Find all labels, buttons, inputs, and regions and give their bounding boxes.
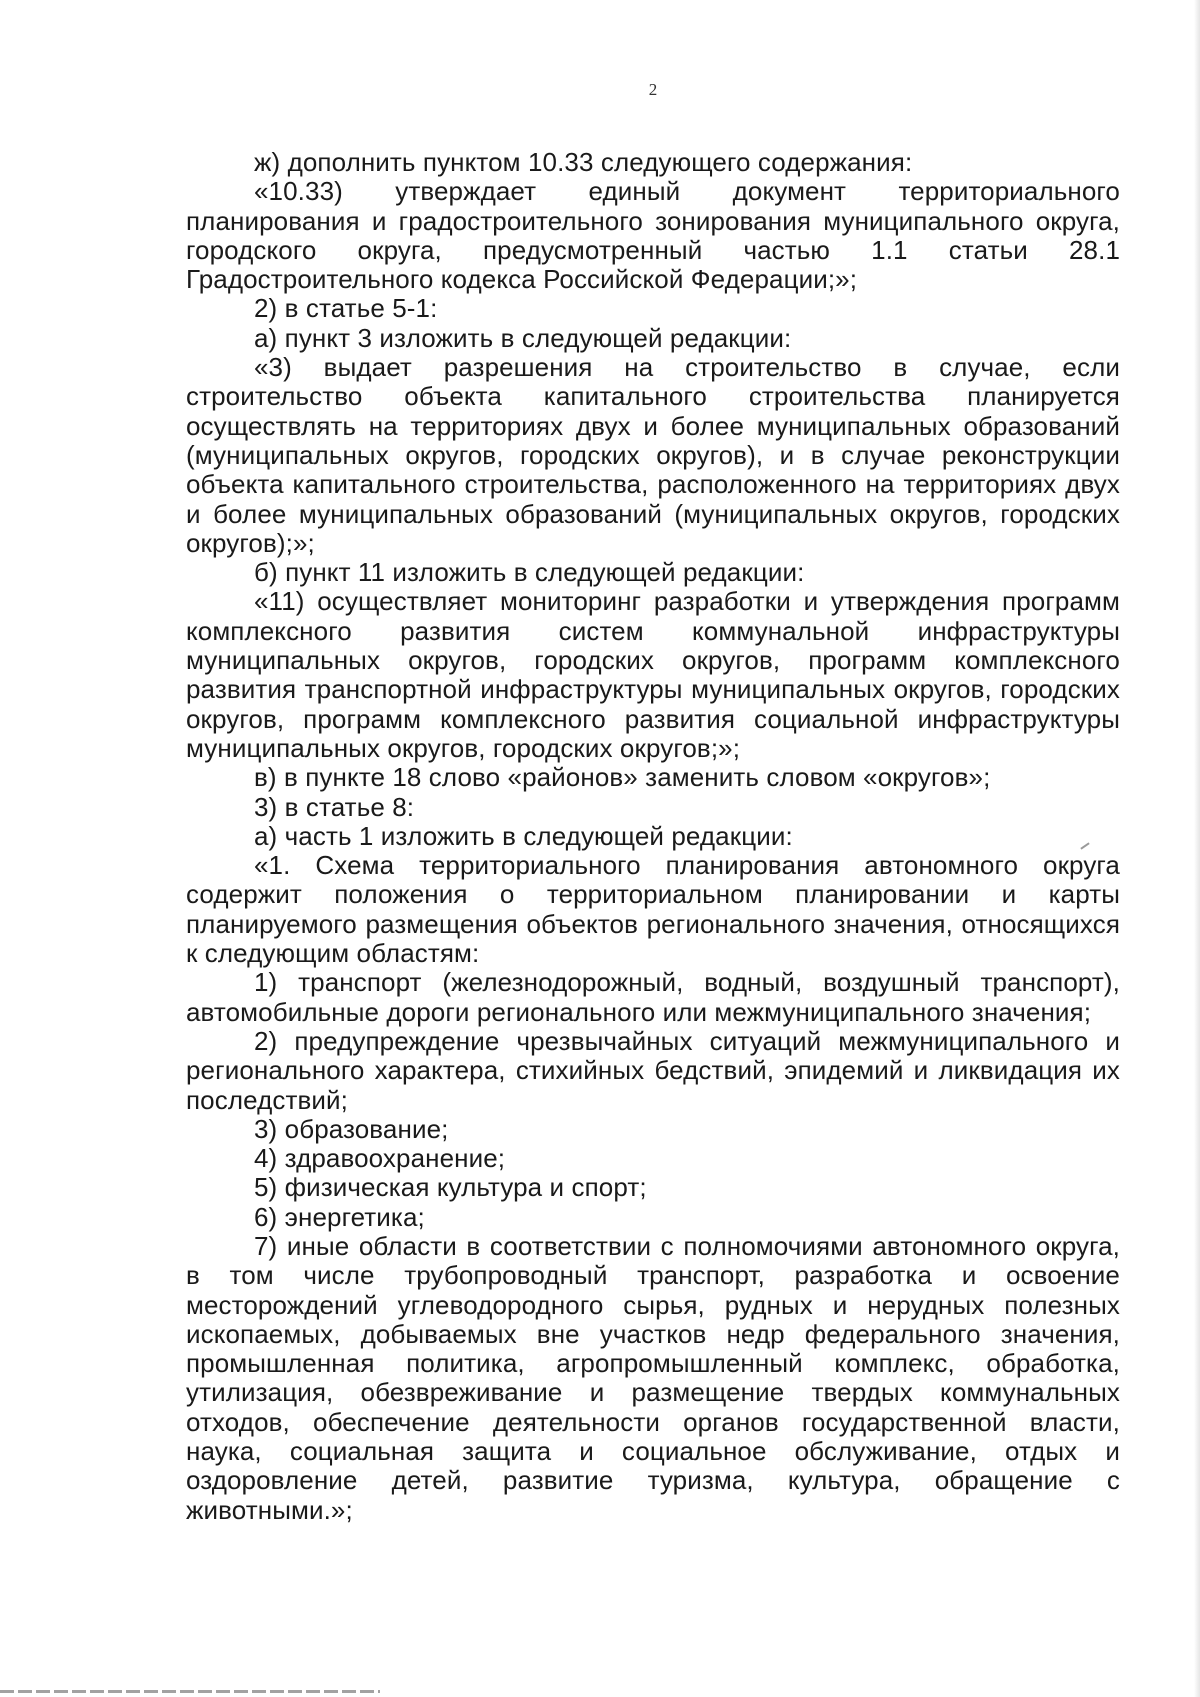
list-item: 7) иные области в соответствии с полномочиями автономного округа, в том числе трубопроводный транспорт, разработка и освоение месторождений углеводородного сырья, рудных и нерудных полезных ископаемых, добываемых вне участков недр федерального значения, промышленная политика, агропромышленный комплекс, обработка, утилизация, обезвреживание и размещение твердых коммунальных отходов, обеспечение деятельности органов государственной власти, наука, социальная защита и социальное обслуживание, отдых и оздоровление детей, развитие туризма, культура, обращение с животными.»; [186, 1230, 1120, 1525]
list-item: 5) физическая культура и спорт; [254, 1172, 647, 1203]
paragraph: б) пункт 11 изложить в следующей редакции: [254, 557, 805, 588]
document-body [186, 148, 1120, 1525]
list-item: 3) образование; [254, 1113, 449, 1144]
paragraph: ж) дополнить пунктом 10.33 следующего содержания: [254, 147, 913, 177]
paragraph: а) часть 1 изложить в следующей редакции: [254, 820, 793, 851]
list-item: 1) транспорт (железнодорожный, водный, воздушный транспорт), автомобильные дороги регионального или межмуниципального значения; [186, 967, 1120, 1027]
list-item: 6) энергетика; [254, 1201, 425, 1232]
list-item: 4) здравоохранение; [254, 1143, 506, 1174]
scan-edge-artifact [0, 1690, 380, 1693]
paragraph: 3) в статье 8: [254, 791, 415, 822]
page-number: 2 [648, 80, 658, 99]
list-item: 2) предупреждение чрезвычайных ситуаций межмуниципального и регионального характера, стихийных бедствий, эпидемий и ликвидация их последствий; [186, 1025, 1120, 1115]
paragraph: «10.33) утверждает единый документ территориального планирования и градостроительного зонирования муниципального округа, городского округа, предусмотренный частью 1.1 статьи 28.1 Градостроительного кодекса Российской Федерации;»; [186, 176, 1120, 295]
page-edge-shadow [1194, 0, 1200, 1697]
paragraph: «11) осуществляет мониторинг разработки и утверждения программ комплексного развития систем коммунальной инфраструктуры муниципальных округов, городских округов, программ комплексного развития транспортной инфраструктуры муниципальных округов, городских округов, программ комплексного развития социальной инфраструктуры муниципальных округов, городских округов;»; [186, 586, 1120, 763]
paragraph: в) в пункте 18 слово «районов» заменить словом «округов»; [254, 762, 991, 793]
paragraph: «3) выдает разрешения на строительство в случае, если строительство объекта капитального строительства планируется осуществлять на территориях двух и более муниципальных образований (муниципальных округов, городских округов), и в случае реконструкции объекта капитального строительства, расположенного на территориях двух и более муниципальных образований (муниципальных округов, городских округов);»; [186, 352, 1120, 558]
paragraph: 2) в статье 5-1: [254, 293, 438, 324]
paragraph: «1. Схема территориального планирования автономного округа содержит положения о территориальном планировании и карты планируемого размещения объектов регионального значения, относящихся к следующим областям: [186, 850, 1120, 969]
paragraph: а) пункт 3 изложить в следующей редакции: [254, 322, 792, 353]
